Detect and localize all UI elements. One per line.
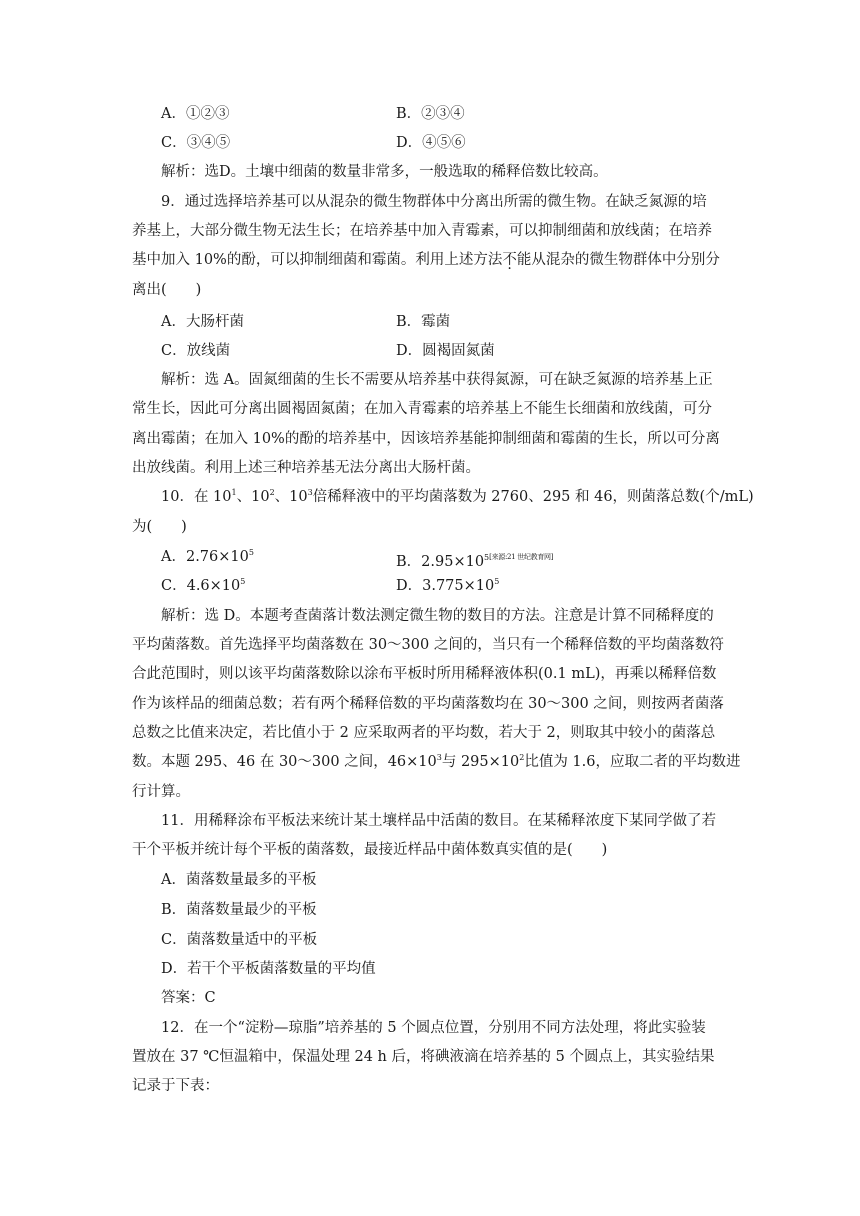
q8-option-c: C．③④⑤ [161, 135, 231, 151]
q10-stem-text-2: 、10 [236, 489, 270, 505]
q10-analysis-text-3: 比值为 1.6，应取二者的平均数进 [524, 754, 741, 770]
q8-option-d: D．④⑤⑥ [396, 135, 466, 151]
q9-analysis-line-4: 出放线菌。利用上述三种培养基无法分离出大肠杆菌。 [132, 460, 480, 476]
q9-analysis-line-1: 解析：选 A。固氮细菌的生长不需要从培养基中获得氮源，可在缺乏氮源的培养基上正 [161, 372, 713, 388]
exponent: 5 [248, 548, 254, 557]
q9-stem-line-3-a: 基中加入 10%的酚，可以抑制细菌和霉菌。利用上述方法 [132, 252, 503, 268]
q11-stem-line-1: 11．用稀释涂布平板法来统计某土壤样品中活菌的数目。在某稀释浓度下某同学做了若 [161, 813, 716, 829]
q12-stem-line-1: 12．在一个“淀粉—琼脂”培养基的 5 个圆点位置，分别用不同方法处理，将此实验装 [161, 1020, 706, 1036]
source-watermark: [来源:21 世纪教育网] [489, 553, 554, 561]
q10-option-c-base: C．4.6×10 [161, 578, 241, 594]
q9-option-c: C．放线菌 [161, 343, 231, 359]
q9-stem-line-3 [132, 250, 720, 270]
q10-analysis-text-2: 与 295×10 [441, 754, 520, 770]
q8-option-b: B．②③④ [396, 106, 465, 122]
q9-stem-line-4: 离出( ) [132, 282, 202, 298]
q12-stem-line-2: 置放在 37 ℃恒温箱中，保温处理 24 h 后，将碘液滴在培养基的 5 个圆点上，其实验结果 [132, 1049, 715, 1065]
q11-option-a: A．菌落数量最多的平板 [161, 872, 317, 888]
q9-option-d: D．圆褐固氮菌 [396, 343, 495, 359]
q10-analysis-line-5: 总数之比值来决定，若比值小于 2 应采取两者的平均数，若大于 2，则取其中较小的菌落总 [132, 725, 716, 741]
exponent: 5 [494, 577, 500, 586]
exponent: 1 [231, 488, 237, 497]
exponent: 5 [240, 577, 246, 586]
exponent: 2 [519, 753, 525, 762]
q11-option-b: B．菌落数量最少的平板 [161, 902, 317, 918]
q10-stem-text-4: 倍稀释液中的平均菌落数为 2760、295 和 46，则菌落总数(个/mL) [312, 489, 754, 505]
q10-analysis-line-3: 合此范围时，则以该平均菌落数除以涂布平板时所用稀释液体积(0.1 mL)，再乘以稀释倍数 [132, 666, 717, 682]
q9-stem-line-1: 9．通过选择培养基可以从混杂的微生物群体中分离出所需的微生物。在缺乏氮源的培 [161, 194, 707, 210]
q10-option-a [161, 547, 254, 567]
q8-option-a: A．①②③ [161, 106, 230, 122]
q10-analysis-line-2: 平均菌落数。首先选择平均菌落数在 30～300 之间的，当只有一个稀释倍数的平均菌落数符 [132, 637, 724, 653]
q10-option-d [396, 576, 499, 596]
q11-option-d: D．若干个平板菌落数量的平均值 [161, 961, 376, 977]
exponent: 3 [307, 488, 313, 497]
emphasis-dot-char: 不 [502, 252, 517, 268]
q11-stem-line-2: 干个平板并统计每个平板的菌落数，最接近样品中菌体数真实值的是( ) [132, 842, 608, 858]
q11-option-c: C．菌落数量适中的平板 [161, 932, 318, 948]
q10-option-b-base: B．2.95×10 [396, 554, 485, 570]
q11-answer: 答案：C [161, 990, 216, 1006]
q10-analysis-line-1: 解析：选 D。本题考查菌落计数法测定微生物的数目的方法。注意是计算不同稀释度的 [161, 608, 714, 624]
q12-stem-line-3: 记录于下表： [132, 1078, 219, 1094]
q10-stem-line-1 [161, 487, 754, 507]
exponent: 5 [484, 553, 490, 562]
q10-analysis-line-6 [132, 752, 741, 772]
q10-option-b [396, 547, 553, 572]
exponent: 3 [436, 753, 442, 762]
q10-option-a-base: A．2.76×10 [161, 549, 249, 565]
q9-option-a: A．大肠杆菌 [161, 314, 244, 330]
q8-analysis: 解析：选D。土壤中细菌的数量非常多，一般选取的稀释倍数比较高。 [161, 164, 608, 180]
q9-stem-line-2: 养基上，大部分微生物无法生长；在培养基中加入青霉素，可以抑制细菌和放线菌；在培养 [132, 223, 712, 239]
q9-option-b: B．霉菌 [396, 314, 451, 330]
q10-option-d-base: D．3.775×10 [396, 578, 495, 594]
q10-option-c [161, 576, 245, 596]
q9-analysis-line-2: 常生长，因此可分离出圆褐固氮菌；在加入青霉素的培养基上不能生长细菌和放线菌，可分 [132, 401, 712, 417]
q10-analysis-text-1: 数。本题 295、46 在 30～300 之间，46×10 [132, 754, 437, 770]
q9-analysis-line-3: 离出霉菌；在加入 10%的酚的培养基中，因该培养基能抑制细菌和霉菌的生长，所以可分离 [132, 431, 720, 447]
q10-analysis-line-4: 作为该样品的细菌总数；若有两个稀释倍数的平均菌落数均在 30～300 之间，则按两者菌落 [132, 696, 724, 712]
q9-stem-line-3-b: 能从混杂的微生物群体中分别分 [516, 252, 720, 268]
q10-analysis-line-7: 行计算。 [132, 784, 190, 800]
q10-stem-text-3: 、10 [274, 489, 308, 505]
q10-stem-text-1: 10．在 10 [161, 489, 232, 505]
exponent: 2 [269, 488, 275, 497]
q10-stem-line-2: 为( ) [132, 519, 187, 535]
